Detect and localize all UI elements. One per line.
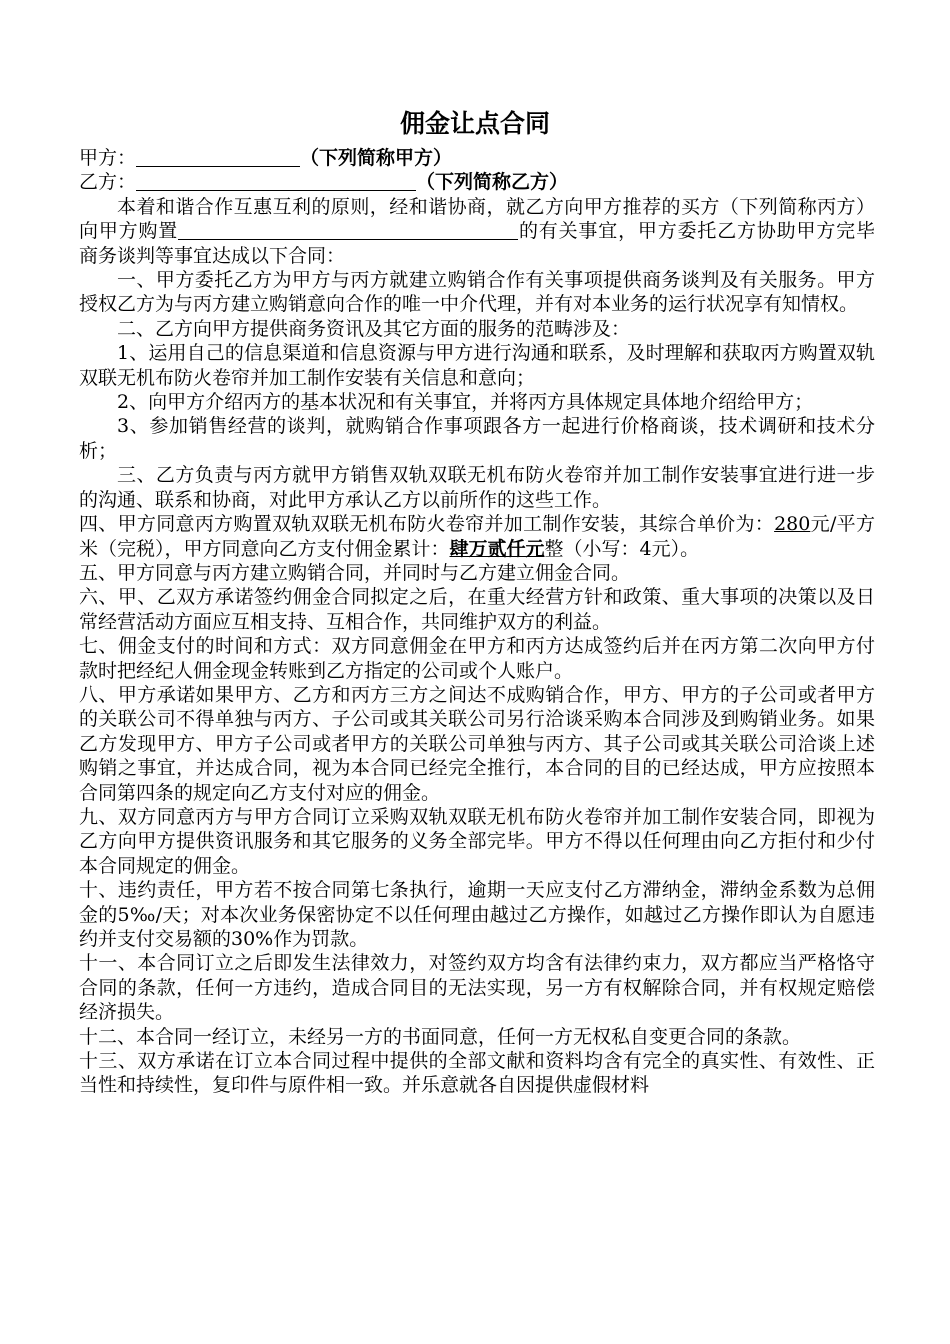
clause-3: 三、乙方负责与丙方就甲方销售双轨双联无机布防火卷帘并加工制作安装事宜进行进一步的沟通、联系和协商，对此甲方承认乙方以前所作的这些工作。 — [79, 464, 875, 511]
clause-13: 十三、双方承诺在订立本合同过程中提供的全部文献和资料均含有完全的真实性、有效性、正当性和持续性，复印件与原件相一致。并乐意就各自因提供虚假材料 — [79, 1050, 875, 1097]
clause-4-text-a: 四、甲方同意丙方购置双轨双联无机布防火卷帘并加工制作安装，其综合单价为： — [79, 513, 775, 536]
commission-amount: 肆万贰仟元 — [449, 537, 545, 560]
purchase-item-blank — [178, 219, 518, 240]
clause-4-text-c: 整（小写：4元）。 — [544, 537, 700, 560]
party-b-note: （下列简称乙方） — [416, 171, 569, 194]
clause-4 — [79, 512, 875, 561]
clause-2-item-3: 3、参加销售经营的谈判，就购销合作事项跟各方一起进行价格商谈，技术调研和技术分析； — [79, 415, 875, 462]
clause-7: 七、佣金支付的时间和方式：双方同意佣金在甲方和丙方达成签约后并在丙方第二次向甲方付款时把经纪人佣金现金转账到乙方指定的公司或个人账户。 — [79, 635, 875, 682]
clause-2: 二、乙方向甲方提供商务资讯及其它方面的服务的范畴涉及： — [117, 317, 631, 340]
party-a-line — [79, 146, 875, 170]
clause-6: 六、甲、乙双方承诺签约佣金合同拟定之后，在重大经营方针和政策、重大事项的决策以及日常经营活动方面应互相支持、互相合作，共同维护双方的利益。 — [79, 586, 875, 633]
document-title: 佣金让点合同 — [399, 109, 550, 138]
clause-10: 十、违约责任，甲方若不按合同第七条执行，逾期一天应支付乙方滞纳金，滞纳金系数为总佣金的5‰/天；对本次业务保密协定不以任何理由越过乙方操作，如越过乙方操作即认为自愿违约并支付交易额的30%作为罚款。 — [79, 879, 875, 950]
party-a-blank — [136, 146, 300, 167]
unit-price: 280 — [774, 513, 811, 536]
party-a-note: （下列简称甲方） — [300, 147, 453, 169]
clause-9: 九、双方同意丙方与甲方合同订立采购双轨双联无机布防火卷帘并加工制作安装合同，即视为乙方向甲方提供资讯服务和其它服务的义务全部完毕。甲方不得以任何理由向乙方拒付和少付本合同规定的佣金。 — [79, 805, 875, 877]
clause-4-text-b: 元/平方米（完税），甲方同意向乙方支付佣金累计： — [79, 513, 875, 560]
intro-text-1: 本着和谐合作互惠互利的原则，经和谐协商，就乙方向甲方推荐的买方（下列简称丙方）向甲方购置 — [79, 195, 875, 243]
clause-2-item-1: 1、运用自己的信息渠道和信息资源与甲方进行沟通和联系，及时理解和获取丙方购置双轨双联无机布防火卷帘并加工制作安装有关信息和意向； — [79, 342, 875, 389]
clause-2-item-2: 2、向甲方介绍丙方的基本状况和有关事宜，并将丙方具体规定具体地介绍给甲方； — [117, 391, 814, 414]
clause-5: 五、甲方同意与丙方建立购销合同，并同时与乙方建立佣金合同。 — [79, 561, 631, 584]
clause-1: 一、甲方委托乙方为甲方与丙方就建立购销合作有关事项提供商务谈判及有关服务。甲方授权乙方为与丙方建立购销意向合作的唯一中介代理，并有对本业务的运行状况享有知情权。 — [79, 269, 875, 316]
contract-body — [79, 146, 875, 1098]
party-b-line — [79, 170, 875, 194]
party-a-label: 甲方： — [79, 147, 137, 169]
clause-12: 十二、本合同一经订立，未经另一方的书面同意，任何一方无权私自变更合同的条款。 — [79, 1025, 802, 1048]
clause-11: 十一、本合同订立之后即发生法律效力，对签约双方均含有法律约束力，双方都应当严格恪守合同的条款，任何一方违约，造成合同目的无法实现，另一方有权解除合同，并有权规定赔偿经济损失。 — [79, 952, 875, 1024]
intro-paragraph — [79, 195, 875, 268]
party-b-label: 乙方： — [79, 171, 137, 194]
intro-text-2: 的有关事宜，甲方委托乙方协助甲方完毕商务谈判等事宜达成以下合同： — [79, 220, 875, 267]
clause-8: 八、甲方承诺如果甲方、乙方和丙方三方之间达不成购销合作，甲方、甲方的子公司或者甲方的关联公司不得单独与丙方、子公司或其关联公司另行洽谈采购本合同涉及到购销业务。如果乙方发现甲方、甲方子公司或者甲方的关联公司单独与丙方、其子公司或其关联公司洽谈上述购销之事宜，并达成合同，视为本合同已经完全推行，本合同的目的已经达成，甲方应按照本合同第四条的规定向乙方支付对应的佣金。 — [79, 683, 875, 804]
party-b-blank — [136, 170, 416, 191]
